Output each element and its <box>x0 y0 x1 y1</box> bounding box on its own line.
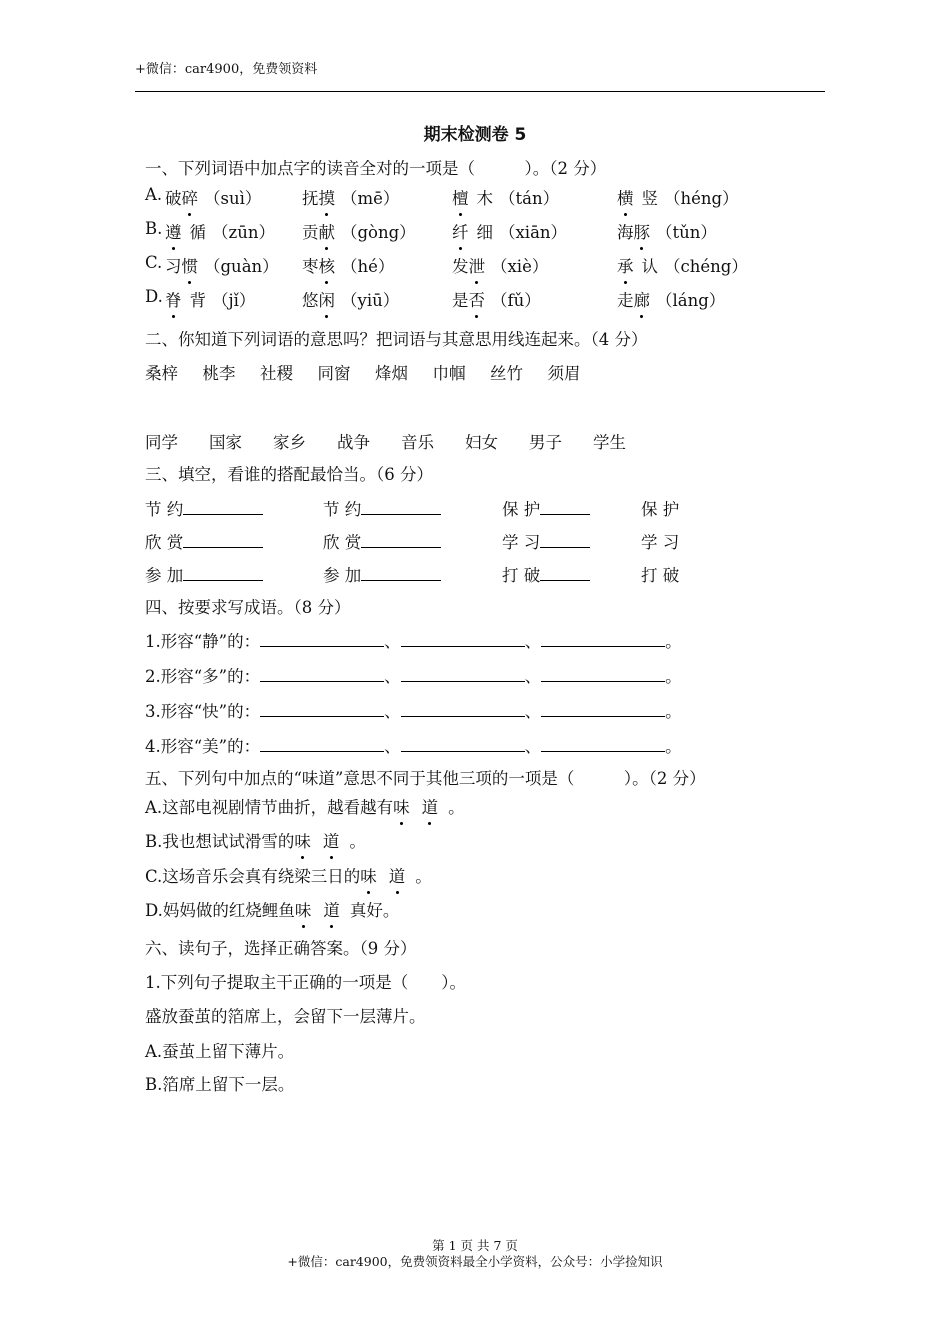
q3-blank <box>540 531 590 548</box>
q2-meaning: 妇女 <box>465 433 498 452</box>
q1-pinyin: （guàn） <box>204 257 279 276</box>
q5-stem: 五、下列句中加点的“味道”意思不同于其他三项的一项是（ ）。（2 分） <box>145 769 706 788</box>
q4-blank <box>260 630 384 647</box>
q4-separator: 、 <box>384 667 401 686</box>
q1-pinyin: （chéng） <box>664 257 748 276</box>
q1-pinyin: （héng） <box>664 189 739 208</box>
q1-pinyin: （tán） <box>499 189 560 208</box>
q2-meaning: 战争 <box>337 433 370 452</box>
q4-blank <box>260 735 384 752</box>
q1-dotted-char: 纤 <box>452 219 469 243</box>
q1-pinyin: （suì） <box>204 189 262 208</box>
q1-word-plain: 是 <box>452 291 469 310</box>
q4-blank <box>260 700 384 717</box>
q1-word-plain: 认 <box>641 257 658 276</box>
q1-word-plain: 习 <box>165 257 182 276</box>
q4-stem: 四、按要求写成语。（8 分） <box>145 598 351 617</box>
q3-word: 学 习 <box>502 533 541 552</box>
header-rule <box>135 91 825 92</box>
q3-cell <box>323 562 441 586</box>
q3-cell <box>641 529 679 553</box>
q4-end-mark: 。 <box>665 632 682 651</box>
q1-pinyin: （tǔn） <box>656 223 717 242</box>
q1-dotted-char: 碎 <box>182 185 199 209</box>
q2-meaning: 男子 <box>529 433 562 452</box>
q5-option-end: 。 <box>448 798 465 817</box>
q3-stem: 三、填空，看谁的搭配最恰当。（6 分） <box>145 465 433 484</box>
q4-blank <box>541 735 665 752</box>
q1-word-plain: 抚 <box>302 189 319 208</box>
q3-word: 打 破 <box>502 566 541 585</box>
header-note: +微信：car4900，免费领资料 <box>135 62 318 77</box>
q3-cell <box>502 562 590 586</box>
q1-word <box>302 287 399 311</box>
page-title: 期末检测卷 5 <box>423 125 527 145</box>
page-number: 第 1 页 共 7 页 <box>432 1238 518 1253</box>
q3-word: 欣 赏 <box>145 533 184 552</box>
q3-blank <box>540 564 590 581</box>
q3-blank <box>361 498 441 515</box>
q1-word-plain: 海 <box>617 223 634 242</box>
q5-option-text: A.这部电视剧情节曲折，越看越有 <box>145 798 394 817</box>
q4-item-label: 3.形容“快”的： <box>145 702 261 721</box>
q3-word: 保 护 <box>502 500 541 519</box>
q1-pinyin: （hé） <box>341 257 395 276</box>
q5-option-end: 。 <box>349 832 366 851</box>
q2-word: 烽烟 <box>375 364 408 383</box>
q4-separator: 、 <box>384 702 401 721</box>
q1-pinyin: （xiè） <box>491 257 549 276</box>
q2-word: 桑梓 <box>145 364 178 383</box>
q1-word-plain: 细 <box>476 223 493 242</box>
q2-word: 社稷 <box>260 364 293 383</box>
q3-blank <box>361 531 441 548</box>
q1-option-label: C. <box>145 253 163 272</box>
q1-word <box>617 185 739 209</box>
q6-sub1: 1.下列句子提取主干正确的一项是（ ）。 <box>145 973 466 992</box>
q2-word: 同窗 <box>317 364 351 383</box>
q4-blank <box>541 630 665 647</box>
q3-word: 学 习 <box>641 533 680 552</box>
q1-word <box>452 287 541 311</box>
q3-blank <box>183 531 263 548</box>
q1-dotted-char: 遵 <box>165 219 182 243</box>
q5-dotted-char: 道 <box>389 863 406 887</box>
q4-blank <box>541 665 665 682</box>
q2-meaning: 同学 <box>145 433 178 452</box>
q5-dotted-char: 味 <box>294 828 311 852</box>
q1-word <box>165 253 279 277</box>
q1-dotted-char: 泄 <box>469 253 486 277</box>
q3-blank <box>540 498 590 515</box>
q4-blank <box>260 665 384 682</box>
q1-pinyin: （zūn） <box>212 223 275 242</box>
q1-word-plain: 走 <box>617 291 634 310</box>
q4-blank <box>401 630 525 647</box>
q4-item <box>145 628 682 652</box>
q5-option <box>145 828 366 852</box>
q2-meaning: 家乡 <box>273 433 306 452</box>
q4-item-label: 2.形容“多”的： <box>145 667 261 686</box>
q6-stem: 六、读句子，选择正确答案。（9 分） <box>145 939 417 958</box>
q1-dotted-char: 脊 <box>165 287 182 311</box>
q3-blank <box>183 564 263 581</box>
q4-item-label: 1.形容“静”的： <box>145 632 261 651</box>
q1-word <box>302 185 399 209</box>
q1-word-plain: 悠 <box>302 291 319 310</box>
q1-dotted-char: 廊 <box>634 287 651 311</box>
q6-sentence: 盛放蚕茧的箔席上，会留下一层薄片。 <box>145 1007 426 1026</box>
q1-word <box>165 185 261 209</box>
q3-cell <box>323 496 441 520</box>
q5-dotted-char: 味 <box>393 794 410 818</box>
q1-word <box>617 219 717 243</box>
q1-word <box>165 287 255 311</box>
q5-dotted-char: 道 <box>422 794 439 818</box>
q1-word-plain: 贡 <box>302 223 319 242</box>
q5-dotted-char: 道 <box>323 897 340 921</box>
q3-cell <box>502 529 590 553</box>
q1-option-label: D. <box>145 287 163 306</box>
q1-pinyin: （jǐ） <box>212 291 256 310</box>
q2-meaning: 音乐 <box>401 433 434 452</box>
q4-separator: 、 <box>524 667 542 686</box>
q1-word-plain: 背 <box>189 291 206 310</box>
q4-blank <box>401 665 525 682</box>
q4-item <box>145 663 682 687</box>
q5-option-end: 。 <box>415 867 432 886</box>
q3-cell <box>641 562 679 586</box>
q1-word <box>165 219 275 243</box>
q1-word <box>452 253 548 277</box>
q3-word: 参 加 <box>145 566 184 585</box>
q1-word-plain: 木 <box>476 189 493 208</box>
q1-dotted-char: 否 <box>469 287 486 311</box>
q4-separator: 、 <box>524 632 542 651</box>
q1-pinyin: （fǔ） <box>491 291 541 310</box>
q3-word: 参 加 <box>323 566 362 585</box>
q4-separator: 、 <box>384 632 401 651</box>
q4-separator: 、 <box>524 702 542 721</box>
q5-option <box>145 863 432 887</box>
q1-pinyin: （mē） <box>341 189 400 208</box>
q3-word: 节 约 <box>145 500 184 519</box>
q3-cell <box>641 496 679 520</box>
q3-word: 打 破 <box>641 566 680 585</box>
q3-cell <box>145 562 263 586</box>
q4-blank <box>401 700 525 717</box>
q1-dotted-char: 闲 <box>319 287 336 311</box>
q3-word: 欣 赏 <box>323 533 362 552</box>
q5-dotted-char: 味 <box>295 897 312 921</box>
q4-blank <box>541 700 665 717</box>
footer-note: +微信：car4900，免费领资料最全小学资料，公众号：小学捡知识 <box>287 1254 663 1269</box>
q3-blank <box>183 498 263 515</box>
q1-word-plain: 竖 <box>641 189 658 208</box>
q1-word <box>452 185 559 209</box>
q5-option-text: B.我也想试试滑雪的 <box>145 832 295 851</box>
q2-stem: 二、你知道下列词语的意思吗？把词语与其意思用线连起来。（4 分） <box>145 330 648 349</box>
q6-option-b: B.箔席上留下一层。 <box>145 1075 295 1094</box>
q1-word-plain: 破 <box>165 189 182 208</box>
q1-word-plain: 枣 <box>302 257 319 276</box>
q1-pinyin: （yiū） <box>341 291 400 310</box>
q3-cell <box>323 529 441 553</box>
q1-word <box>302 253 394 277</box>
q2-word: 桃李 <box>202 364 236 383</box>
q4-item-label: 4.形容“美”的： <box>145 737 261 756</box>
q2-word: 须眉 <box>547 364 581 383</box>
q2-word: 丝竹 <box>490 364 523 383</box>
q5-option <box>145 897 399 921</box>
q4-end-mark: 。 <box>665 737 682 756</box>
q1-dotted-char: 承 <box>617 253 634 277</box>
q5-option-text: C.这场音乐会真有绕梁三日的 <box>145 867 361 886</box>
q3-cell <box>502 496 590 520</box>
q1-pinyin: （gòng） <box>341 223 416 242</box>
q3-cell <box>145 529 263 553</box>
q1-word <box>302 219 416 243</box>
q3-word: 保 护 <box>641 500 680 519</box>
q1-word <box>617 287 725 311</box>
q4-item <box>145 698 682 722</box>
q5-option-text: D.妈妈做的红烧鲤鱼 <box>145 901 295 920</box>
q1-option-label: B. <box>145 219 163 238</box>
q1-dotted-char: 核 <box>319 253 336 277</box>
q1-pinyin: （xiān） <box>499 223 568 242</box>
q6-option-a: A.蚕茧上留下薄片。 <box>145 1042 295 1061</box>
q1-dotted-char: 摸 <box>319 185 336 209</box>
q4-end-mark: 。 <box>665 702 682 721</box>
q1-dotted-char: 豚 <box>634 219 651 243</box>
q1-dotted-char: 献 <box>319 219 336 243</box>
q2-meaning: 学生 <box>593 433 626 452</box>
q1-dotted-char: 横 <box>617 185 634 209</box>
q1-option-label: A. <box>145 185 163 204</box>
q5-option-end: 真好。 <box>349 901 400 920</box>
q1-pinyin: （láng） <box>656 291 726 310</box>
q4-blank <box>401 735 525 752</box>
q4-end-mark: 。 <box>665 667 682 686</box>
q3-cell <box>145 496 263 520</box>
q1-dotted-char: 檀 <box>452 185 469 209</box>
q1-word-plain: 循 <box>189 223 206 242</box>
q1-word <box>617 253 748 277</box>
q5-option <box>145 794 465 818</box>
q1-word-plain: 发 <box>452 257 469 276</box>
q3-blank <box>361 564 441 581</box>
q1-word <box>452 219 567 243</box>
q2-meaning: 国家 <box>209 433 242 452</box>
q3-word: 节 约 <box>323 500 362 519</box>
q5-dotted-char: 味 <box>360 863 377 887</box>
q1-stem: 一、下列词语中加点字的读音全对的一项是（ ）。（2 分） <box>145 159 607 178</box>
q2-word: 巾帼 <box>432 364 466 383</box>
q1-dotted-char: 惯 <box>182 253 199 277</box>
q4-item <box>145 733 682 757</box>
q4-separator: 、 <box>524 737 542 756</box>
q5-dotted-char: 道 <box>323 828 340 852</box>
q4-separator: 、 <box>384 737 401 756</box>
